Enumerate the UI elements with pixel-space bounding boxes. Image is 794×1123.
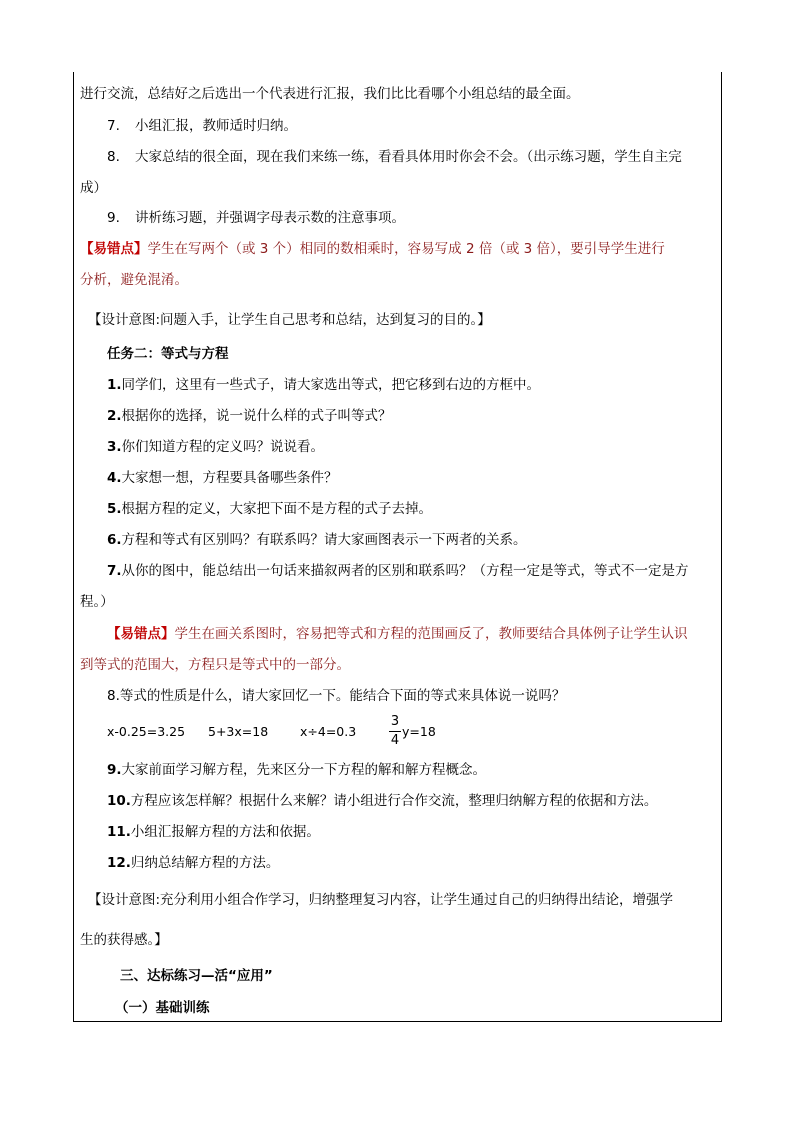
- error-prone-note-continuation: 分析，避免混淆。: [80, 272, 188, 288]
- equation-1: x-0.25=3.25: [107, 724, 186, 739]
- list-item: 4.大家想一想，方程要具备哪些条件？: [107, 470, 338, 486]
- list-item: 8.等式的性质是什么，请大家回忆一下。能结合下面的等式来具体说一说吗？: [107, 688, 566, 704]
- list-item: 10.方程应该怎样解？根据什么来解？请小组进行合作交流，整理归纳解方程的依据和方法。: [107, 793, 658, 809]
- equation-4: y=18: [402, 724, 436, 739]
- design-intent: 【设计意图:充分利用小组合作学习，归纳整理复习内容，让学生通过自己的归纳得出结论，增强学: [88, 892, 674, 908]
- equation-3: x÷4=0.3: [300, 724, 357, 739]
- list-item: 5.根据方程的定义，大家把下面不是方程的式子去掉。: [107, 501, 433, 517]
- design-intent-continuation: 生的获得感。】: [80, 932, 168, 948]
- error-prone-note-continuation: 到等式的范围大，方程只是等式中的一部分。: [80, 657, 350, 673]
- task-heading: 任务二：等式与方程: [107, 346, 229, 362]
- list-item: 9. 讲析练习题，并强调字母表示数的注意事项。: [107, 210, 405, 226]
- list-item: 8. 大家总结的很全面，现在我们来练一练，看看具体用时你会不会。（出示练习题，学生自主完: [107, 149, 682, 165]
- list-item: 9.大家前面学习解方程，先来区分一下方程的解和解方程概念。: [107, 762, 487, 778]
- list-item: 7.从你的图中，能总结出一句话来描叙两者的区别和联系吗？（方程一定是等式，等式不一定是方: [107, 563, 689, 579]
- list-item: 12.归纳总结解方程的方法。: [107, 855, 280, 871]
- list-item: 3.你们知道方程的定义吗？说说看。: [107, 439, 325, 455]
- list-item-continuation: 成）: [80, 180, 107, 196]
- list-item: 7. 小组汇报，教师适时归纳。: [107, 118, 297, 134]
- list-item: 11.小组汇报解方程的方法和依据。: [107, 824, 320, 840]
- list-item-continuation: 程。）: [80, 594, 114, 610]
- equation-2: 5+3x=18: [208, 724, 269, 739]
- list-item: 2.根据你的选择，说一说什么样的式子叫等式？: [107, 408, 392, 424]
- section-heading: 三、达标练习—活“应用”: [120, 968, 273, 984]
- error-prone-note: 【易错点】学生在写两个（或 3 个）相同的数相乘时，容易写成 2 倍（或 3 倍），要引导学生进行: [80, 241, 665, 257]
- list-item: 1.同学们，这里有一些式子，请大家选出等式，把它移到右边的方框中。: [107, 377, 541, 393]
- paragraph: 进行交流，总结好之后选出一个代表进行汇报，我们比比看哪个小组总结的最全面。: [80, 86, 580, 102]
- design-intent: 【设计意图:问题入手，让学生自己思考和总结，达到复习的目的。】: [88, 312, 491, 328]
- subsection-heading: （一）基础训练: [115, 1000, 210, 1016]
- fraction-three-quarters: 3 4: [390, 714, 400, 748]
- error-prone-note: 【易错点】学生在画关系图时，容易把等式和方程的范围画反了，教师要结合具体例子让学生认识: [107, 626, 688, 642]
- list-item: 6.方程和等式有区别吗？有联系吗？请大家画图表示一下两者的关系。: [107, 532, 527, 548]
